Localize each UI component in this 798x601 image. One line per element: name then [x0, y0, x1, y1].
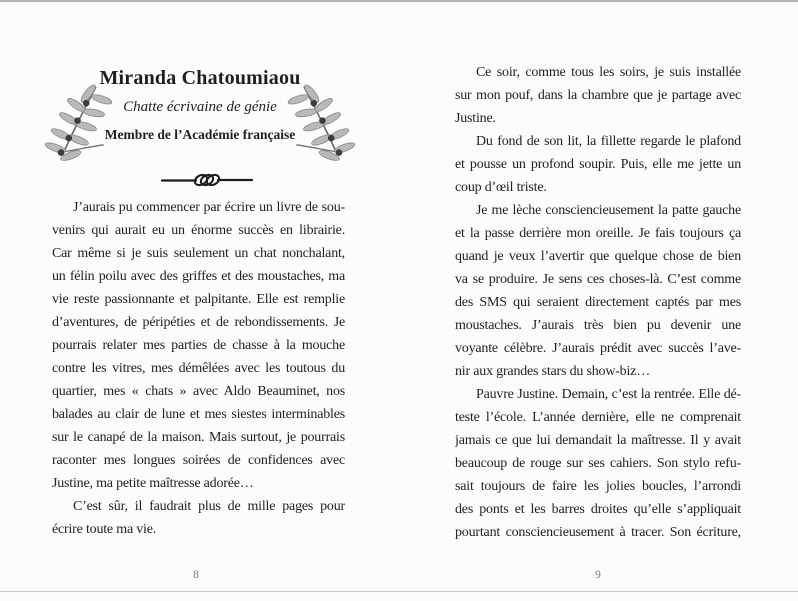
text-line: pourtant consciencieusement à tracer. Son écriture,: [455, 525, 741, 540]
text-line: d’aventures, de péripéties et de rebondissements. Je: [52, 315, 345, 330]
author-title: Miranda Chatoumiaou: [99, 67, 301, 89]
text-line: C’est sûr, il faudrait plus de mille pages pour: [73, 499, 345, 514]
text-line: écrire toute ma vie.: [52, 522, 157, 537]
text-line: teste l’école. L’année dernière, elle ne comprenait: [455, 410, 741, 425]
text-line: Justine, ma petite maîtresse adorée…: [52, 476, 254, 491]
text-line: et pousse un profond soupir. Puis, elle me jette un: [455, 157, 741, 172]
text-line: va se produire. Je sens ces choses-là. C’est comme: [455, 272, 741, 287]
text-line: sur mon pouf, dans la chambre que je partage avec: [455, 88, 741, 103]
text-line: des SMS qui seraient directement captés par mes: [455, 295, 741, 310]
text-line: pourrais relater mes parties de chasse à la mouche: [52, 338, 345, 353]
text-line: sur le canapé de la maison. Mais surtout, je pourrais: [52, 430, 345, 445]
author-subtitle: Chatte écrivaine de génie: [123, 99, 277, 115]
text-line: quartier, mes « chats » avec Aldo Beauminet, nos: [52, 384, 345, 399]
olive-branch-icon: [276, 82, 368, 168]
text-line: moustaches. J’aurais très bien pu devenir une: [455, 318, 741, 333]
text-line: venirs qui aurait eu un énorme succès en librairie.: [52, 223, 345, 238]
squiggle-divider-icon: [160, 170, 254, 190]
text-line: des ponts et les barres droites qu’elle s’appliquait: [455, 502, 741, 517]
text-line: Ce soir, comme tous les soirs, je suis installée: [476, 65, 741, 80]
text-line: et la passe derrière mon oreille. Je fais toujours ça: [455, 226, 741, 241]
text-line: vie reste passionnante et palpitante. Elle est remplie: [52, 292, 345, 307]
text-line: un félin poilu avec des griffes et des moustaches, ma: [52, 269, 345, 284]
text-line: voyante célèbre. J’aurais prédit avec succès l’ave-: [455, 341, 741, 356]
text-line: sait toujours de faire les jolies boucles, l’arrondi: [455, 479, 741, 494]
right-page-number: 9: [595, 569, 601, 581]
text-line: beaucoup de rouge sur ses cahiers. Son stylo refu-: [455, 456, 741, 471]
text-line: balades au clair de lune et mes siestes interminables: [52, 407, 345, 422]
text-line: jamais ce que lui demandait la maîtresse. Il y avait: [455, 433, 741, 448]
text-line: J’aurais pu commencer par écrire un livre de sou-: [73, 200, 345, 215]
right-page-text: [455, 61, 741, 544]
text-line: coup d’œil triste.: [455, 180, 547, 195]
text-line: contre les vitres, mes démêlées avec les toutous du: [52, 361, 345, 376]
text-line: Pauvre Justine. Demain, c’est la rentrée. Elle dé-: [476, 387, 741, 402]
top-rule: [0, 0, 798, 2]
text-line: Car même si je suis seulement un chat nonchalant,: [52, 246, 345, 261]
text-line: raconter mes longues soirées de confidences avec: [52, 453, 345, 468]
olive-branch-icon: [32, 82, 124, 168]
text-line: Du fond de son lit, la fillette regarde le plafond: [476, 134, 741, 149]
text-line: Justine.: [455, 111, 496, 126]
text-line: quand je veux l’avertir que quelque chose de bien: [455, 249, 741, 264]
text-line: Je me lèche consciencieusement la patte gauche: [476, 203, 741, 218]
left-page-number: 8: [193, 569, 199, 581]
bottom-rule: [0, 591, 798, 592]
chapter-header: [30, 66, 370, 143]
left-page-text: [52, 196, 345, 541]
author-affiliation: Membre de l’Académie française: [104, 127, 296, 142]
text-line: nir aux grandes stars du show-biz…: [455, 364, 650, 379]
